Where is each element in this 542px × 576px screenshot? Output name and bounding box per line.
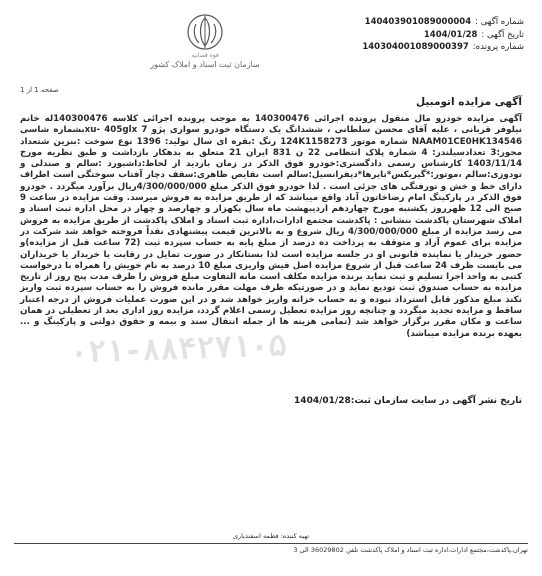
notice-title: آگهی مزایده اتومبیل <box>416 96 522 108</box>
preparer-signature: تهیه کننده: فطمه اسفندیاری <box>232 532 310 540</box>
page-counter: صفحه 1 از 1 <box>20 86 59 94</box>
case-number-value: 140304001089000397 <box>362 42 469 52</box>
footer <box>14 532 528 554</box>
ad-number-row <box>334 16 524 29</box>
ad-date-row <box>334 29 524 42</box>
office-address: تهران،پاکدشت،مجتمع ادارات،اداره ثبت اسناد و املاک پاکدشت تلفن 36029802 الی 3 <box>293 546 528 554</box>
emblem-icon <box>185 12 225 52</box>
logo-subtitle: قوه قضاییه <box>191 52 219 59</box>
ad-number-label: شماره آگهی : <box>475 17 524 27</box>
ad-date-label: تاریخ آگهی : <box>481 29 524 40</box>
footer-divider <box>14 543 528 544</box>
notice-body <box>20 114 522 340</box>
phone-watermark: ۰۲۱-۸۸۴۲۷۱۰۵ <box>69 328 288 371</box>
case-number-row <box>334 41 524 54</box>
ad-date-value: 1404/01/28 <box>423 29 478 40</box>
notice-body-text: آگهی مزایده خودرو مال منقول پرونده اجرائی 140300476 به موجب پرونده اجرائی کلاسه 140300476له خانم نیلوفر قربانی ، علیه آقای محسن سلطانی ، ششدانگ یک دستگاه خودرو سواری پژو 7 xu- 405glxبشماره شاسی NAAM01CE0HK134546 شماره موتور 124K1158273 رنگ :بقره ای سال تولید: 1396 نوع سوخت :بنزین شتعداد محور:3 تعدادسیلندر: 4 شماره پلاک انتظامی 22 ن 831 ایران 21 متعلق به بدهکار بازداشت و طبق نظریه مورخ 1403/11/14 کارشناس رسمی دادگستری:خودرو فوق الذکر در زمان بازدید از لحاظ:داشبورد :سالم و صندلی و تودوزی:سالم ،موتور:*گیربکس*تایرها*دیفرانسیل:سالم است نقایص ظاهری:سقف دچار آفتاب سوختگی است اطراف دارای خط و خش و تورفتگی های جزئی است . لذا خودرو فوق الذکر مبلغ 4/300/000/000ریال برآورد میگردد . خودرو فوق الذکر در پارکینگ امام رضاخاتون آباد واقع میباشد که از طریق مزایده به فروش میرسد. وقت مزایده در ساعت 9 صبح الی 12 ظهرروز یکشنبه مورخ چهاردهم اردیبهشت ماه سال یکهزار و چهارصد و چهار در محل اداره ثبت اسناد و املاک شهرستان پاکدشت بنشانی : پاکدشت مجتمع ادارات،اداره ثبت اسناد و املاک پاکدشت از طریق مزایده به فروش می رسد مزایده از مبلغ 4/300/000/000 ریال شروع و به بالاترین قیمت پیشنهادی نقداً فروخته خواهد شد شرکت در مزایده برای عموم آزاد و متوقف به پرداخت ده درصد از مبلغ پایه به حساب سپرده ثبت (72 ساعت قبل از مزایده)و حضور خریدار یا نماینده قانونی او در جلسه مزایده است لذا بستانکار در صورت تمایل در رقابت با خریدار یا خریداران می بایست ظرف 24 ساعت قبل از شروع مزایده اصل فیش واریزی مبلغ 10 درصد به نام خویش را همراه با درخواست کتبی به واحد اجرا تسلیم و ثبت نماید برنده مزایده مکلف است مابه التفاوت مبلغ فروش را ظرف مدت پنج روز از تاریخ مزایده به حساب صندوق ثبت تودیع نماید و در صورتیکه ظرف مهلت مقرر مانده فروش را به حساب سپرده ثبت واریز نکند مبلغ مذکور قابل استرداد نبوده و به حساب خزانه واریز خواهد شد و در این صورت عملیات فروش از درجه اعتبار ساقط و مزایده تجدید میگردد و چنانچه روز مزایده تعطیل رسمی اعلام گردد، مزایده روز اداری بعد از تعطیلی در همان ساعت و مکان مقرر برگزار خواهد شد (تمامی هزینه ها از جمله انتقال سند و بیمه و حقوق دولتی و پارکینگ و ... بعهده برنده مزایده میباشد) <box>20 114 523 339</box>
organization-logo <box>150 12 260 78</box>
ad-meta <box>334 16 524 54</box>
case-number-label: شماره پرونده: <box>472 42 524 52</box>
logo-org-name: سازمان ثبت اسناد و املاک کشور <box>150 60 260 69</box>
publish-date-line: تاریخ نشر آگهی در سایت سازمان ثبت:1404/01/28 <box>294 396 522 406</box>
ad-number-value: 140403901089000004 <box>364 17 472 27</box>
